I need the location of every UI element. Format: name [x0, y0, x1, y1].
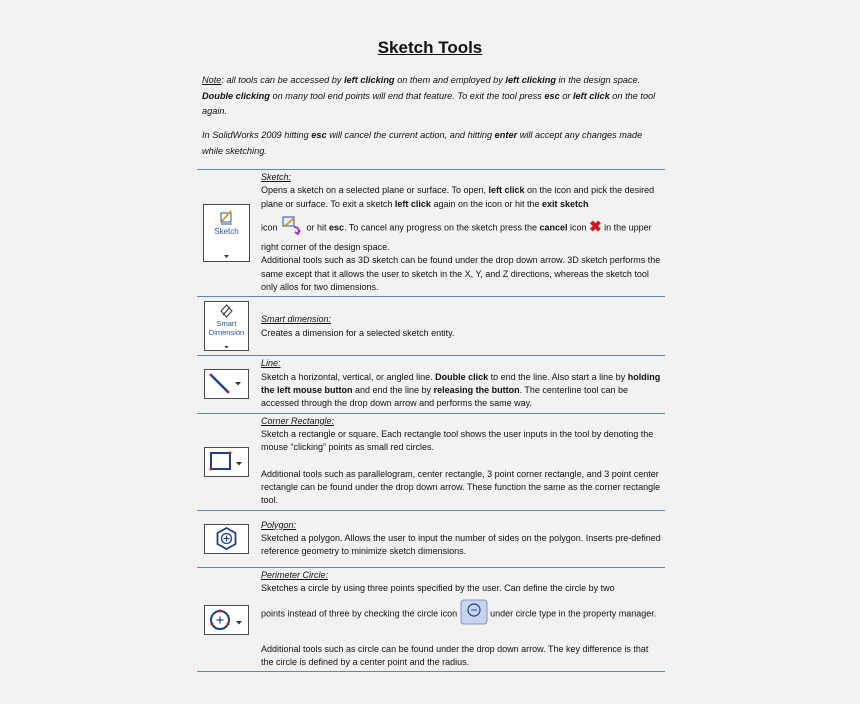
polygon-heading: Polygon: — [261, 519, 297, 530]
cancel-icon: ✖ — [589, 218, 602, 236]
chevron-down-icon — [236, 462, 242, 466]
chevron-down-icon — [235, 382, 241, 386]
sketch-heading: Sketch: — [261, 172, 292, 182]
chevron-down-icon — [236, 621, 242, 625]
svg-text:Smart: Smart — [215, 319, 237, 329]
intro-note: Note: all tools can be accessed by left clicking on them and employed by left clicking in the design space. Double clicking on many tool end points will end that feature. To exit the tool press esc or left click on the tool again. — [202, 75, 656, 116]
circle-heading: Perimeter Circle: — [261, 569, 329, 580]
circle-additional: Additional tools such as circle can be found under the drop down arrow. The key difference is that the circle is defined by a center point and the radius. — [261, 643, 649, 668]
table-row-smart-dimension — [197, 296, 665, 355]
table-row-polygon — [197, 510, 665, 567]
rectangle-additional: Additional tools such as parallelogram, center rectangle, 3 point corner rectangle, and 3 point center rectangle can be found under the drop down arrow. These function the same as the corner rectangle tool. — [261, 468, 661, 506]
circle-description: Sketches a circle by using three points specified by the user. Can define the circle by two — [261, 582, 615, 593]
sketch-tool-button[interactable] — [203, 204, 250, 262]
sketch-exit-line: icon or hit esc. To cancel any progress on the sketch press the cancel icon ✖ in the upper right corner of the design space. — [261, 215, 663, 255]
rectangle-heading: Corner Rectangle: — [261, 415, 335, 426]
line-heading: Line: — [261, 358, 281, 369]
tools-table — [197, 169, 665, 672]
smart-dimension-heading: Smart dimension: — [261, 314, 332, 325]
table-row-line — [197, 355, 665, 412]
rectangle-icon — [205, 448, 248, 476]
sketch-description: Opens a sketch on a selected plane or surface. To open, left click on the icon and pick the desired plane or surface. To exit a sketch left click again on the icon or hit the exit sketch — [261, 185, 655, 209]
smart-dimension-icon — [205, 302, 248, 350]
line-description: Sketch a horizontal, vertical, or angled line. Double click to end the line. Also start a line by holding the left mouse button and end the line by releasing the button. The centerline tool can be accessed through the drop down arrow and performs the same way. — [261, 371, 661, 409]
table-row-sketch — [197, 169, 665, 296]
sketch-button-label: Sketch — [213, 227, 239, 237]
circle-two-points: points instead of three by checking the circle icon under circle type in the property manager. — [261, 599, 663, 629]
table-row-corner-rectangle — [197, 413, 665, 510]
smart-dimension-description: Creates a dimension for a selected sketch entity. — [261, 327, 455, 338]
note-label: Note — [202, 75, 222, 85]
line-tool-button[interactable] — [204, 369, 249, 399]
sketch-icon — [204, 205, 249, 261]
page-title: Sketch Tools — [377, 38, 483, 57]
smart-dimension-button[interactable] — [204, 301, 249, 351]
corner-rectangle-button[interactable] — [204, 447, 249, 477]
polygon-icon — [205, 525, 248, 553]
exit-sketch-icon — [280, 215, 304, 241]
line-icon — [205, 370, 248, 398]
circle-type-icon — [460, 599, 488, 629]
intro-solidworks: In SolidWorks 2009 hitting esc will cancel the current action, and hitting enter will accept any changes made while sketching. — [202, 130, 643, 156]
rectangle-description: Sketch a rectangle or square. Each rectangle tool shows the user inputs in the tool by denoting the mouse “clicking” points as small red circles. — [261, 428, 654, 453]
polygon-tool-button[interactable] — [204, 524, 249, 554]
perimeter-circle-button[interactable] — [204, 605, 249, 635]
perimeter-circle-icon — [205, 606, 248, 634]
polygon-description: Sketched a polygon. Allows the user to input the number of sides on the polygon. Inserts pre-defined reference geometry to minimize sketch dimensions. — [261, 532, 661, 557]
svg-text:Dimension: Dimension — [208, 328, 244, 338]
sketch-additional: Additional tools such as 3D sketch can be found under the drop down arrow. 3D sketch performs the same except that it allows the user to sketch in the X, Y, and Z directions, whereas the sketch tool only allos for two dimensions. — [261, 255, 661, 293]
table-row-perimeter-circle — [197, 567, 665, 673]
